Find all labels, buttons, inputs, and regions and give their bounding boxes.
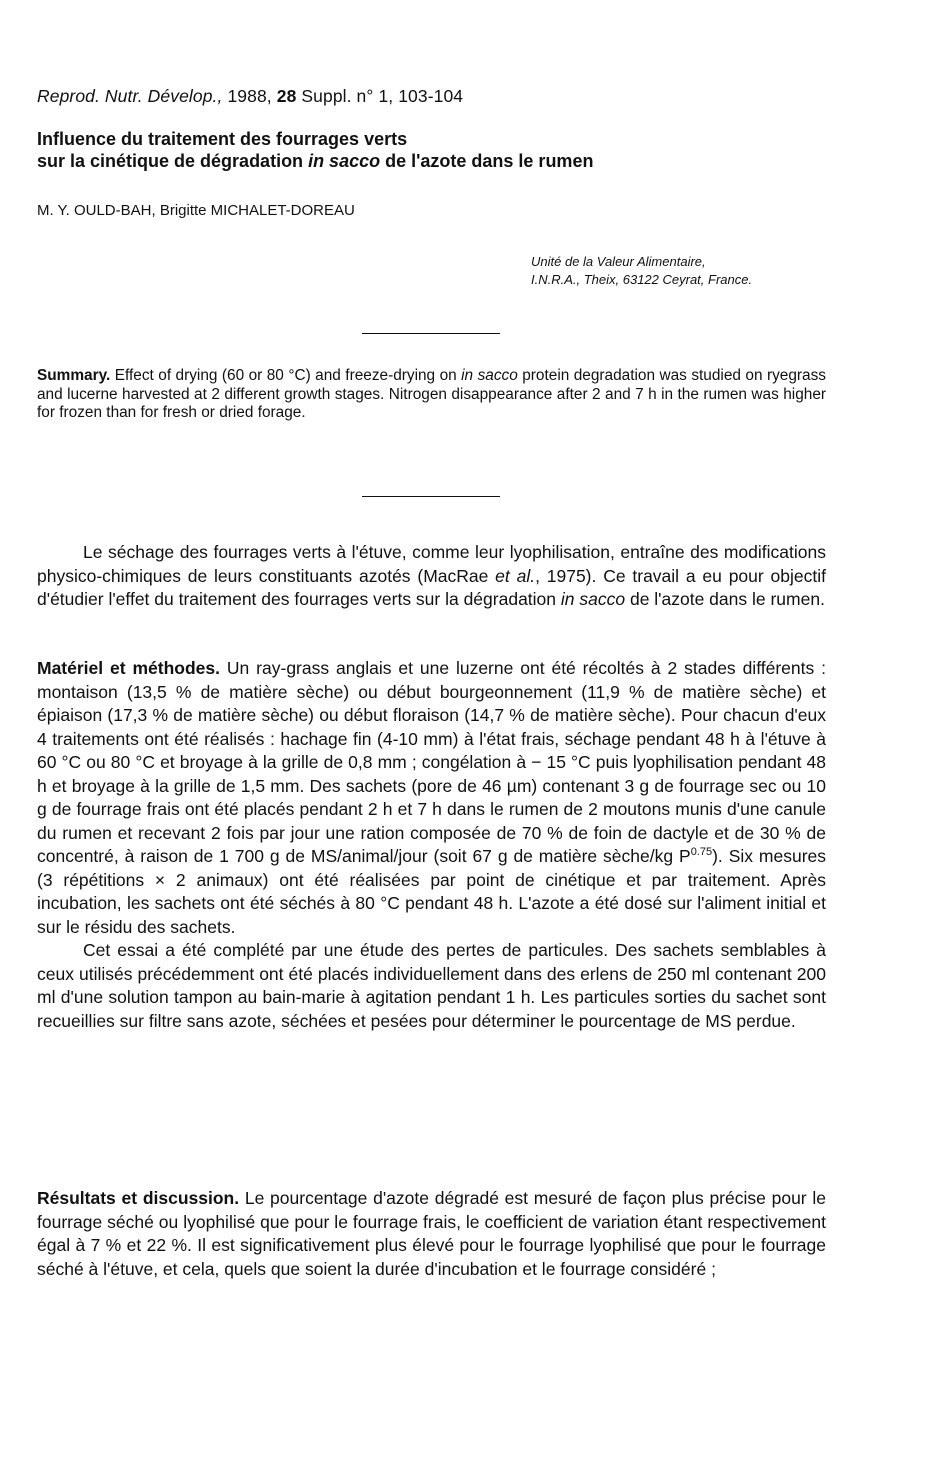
authors: M. Y. OULD-BAH, Brigitte MICHALET-DOREAU (37, 202, 355, 219)
intro-text-2: , 1975). Ce travail a eu pour objectif d'étudier l'effet du traitement des fourrages verts sur la dégradation (37, 565, 826, 609)
methods-superscript: 0.75 (690, 846, 713, 859)
title-italic: in sacco (308, 151, 381, 171)
intro-paragraph (37, 541, 826, 612)
divider-bottom (362, 496, 500, 497)
citation-line (37, 86, 463, 107)
methods-heading: Matériel et méthodes. (37, 658, 221, 678)
title-text-end: de l'azote dans le rumen (380, 151, 594, 171)
intro-text: Le séchage des fourrages verts à l'étuve, comme leur lyophilisation, entraîne des modifications physico-chimiques de leurs constituants azotés (MacRae (37, 542, 826, 586)
intro-text-3: de l'azote dans le rumen. (625, 589, 825, 609)
journal-name: Reprod. Nutr. Dévelop., (37, 86, 223, 106)
title-line-1: Influence du traitement des fourrages verts (37, 129, 408, 149)
citation-issue: Suppl. n° 1, 103-104 (301, 86, 464, 106)
intro-italic: in sacco (560, 589, 626, 609)
intro-etal: et al. (495, 565, 536, 586)
results-block (37, 1187, 826, 1281)
intro-block (37, 541, 826, 612)
results-paragraph (37, 1187, 826, 1281)
affiliation (531, 253, 752, 289)
affiliation-line-2: I.N.R.A., Theix, 63122 Ceyrat, France. (531, 272, 753, 287)
title-line-2 (37, 150, 593, 172)
methods-text: Un ray-grass anglais et une luzerne ont été récoltés à 2 stades différents : montaison (13,5 % de matière sèche) ou début bourgeonnement (11,9 % de matière sèche) et épiaison (17,3 % de matière sèche) ou début floraison (14,7 % de matière sèche). Pour chacun d'eux 4 traitements ont été réalisés : hachage fin (4-10 mm) à l'état frais, séchage pendant 48 h à l'étuve à 60 °C ou 80 °C et broyage à la grille de 0,8 mm ; congélation à − 15 °C puis lyophilisation pendant 48 h et broyage à la grille de 1,5 mm. Des sachets (pore de 46 µm) contenant 3 g de fourrage sec ou 10 g de fourrage frais ont été placés pendant 2 h et 7 h dans le rumen de 2 moutons munis d'une canule du rumen et recevant 2 fois par jour une ration composée de 70 % de foin de dactyle et de 30 % de concentré, à raison de 1 700 g de MS/animal/jour (soit 67 g de matière sèche/kg P (37, 658, 826, 866)
affiliation-line-1: Unité de la Valeur Alimentaire, (531, 254, 706, 269)
citation-volume: 28 (276, 86, 297, 106)
divider-top (362, 333, 500, 334)
summary-text: Effect of drying (60 or 80 °C) and freeze-drying on (110, 367, 462, 384)
methods-text-2: ). Six mesures (3 répétitions × 2 animaux) ont été réalisées par point de cinétique et par traitement. Après incubation, les sachets ont été séchés à 80 °C pendant 48 h. L'azote a été dosé sur l'aliment initial et sur le résidu des sachets. (37, 846, 827, 937)
summary-paragraph (37, 367, 826, 423)
results-heading: Résultats et discussion. (37, 1188, 240, 1208)
results-text: Le pourcentage d'azote dégradé est mesuré de façon plus précise pour le fourrage séché ou lyophilisé que pour le fourrage frais, le coefficient de variation étant respectivement égal à 7 % et 22 %. Il est significativement plus élevé pour le fourrage lyophilisé que pour le fourrage séché à l'étuve, et cela, quels que soient la durée d'incubation et le fourrage considéré ; (37, 1188, 826, 1279)
summary-text-end: protein degradation was studied on ryegrass and lucerne harvested at 2 different growth stages. Nitrogen disappearance after 2 and 7 h in the rumen was higher for frozen than for fresh or dried forage. (37, 367, 826, 421)
methods-paragraph-2: Cet essai a été complété par une étude des pertes de particules. Des sachets semblables à ceux utilisés précédemment ont été placés individuellement dans des erlens de 250 ml contenant 200 ml d'une solution tampon au bain-marie à agitation pendant 1 h. Les particules sorties du sachet sont recueillies sur filtre sans azote, séchées et pesées pour déterminer le pourcentage de MS perdue. (37, 940, 826, 1031)
methods-paragraph (37, 657, 826, 939)
summary-label: Summary. (37, 367, 111, 384)
summary-italic: in sacco (461, 367, 518, 384)
citation-year: 1988, (227, 86, 272, 106)
article-title (37, 128, 593, 172)
methods-block (37, 657, 826, 1033)
title-text: sur la cinétique de dégradation (37, 151, 309, 171)
